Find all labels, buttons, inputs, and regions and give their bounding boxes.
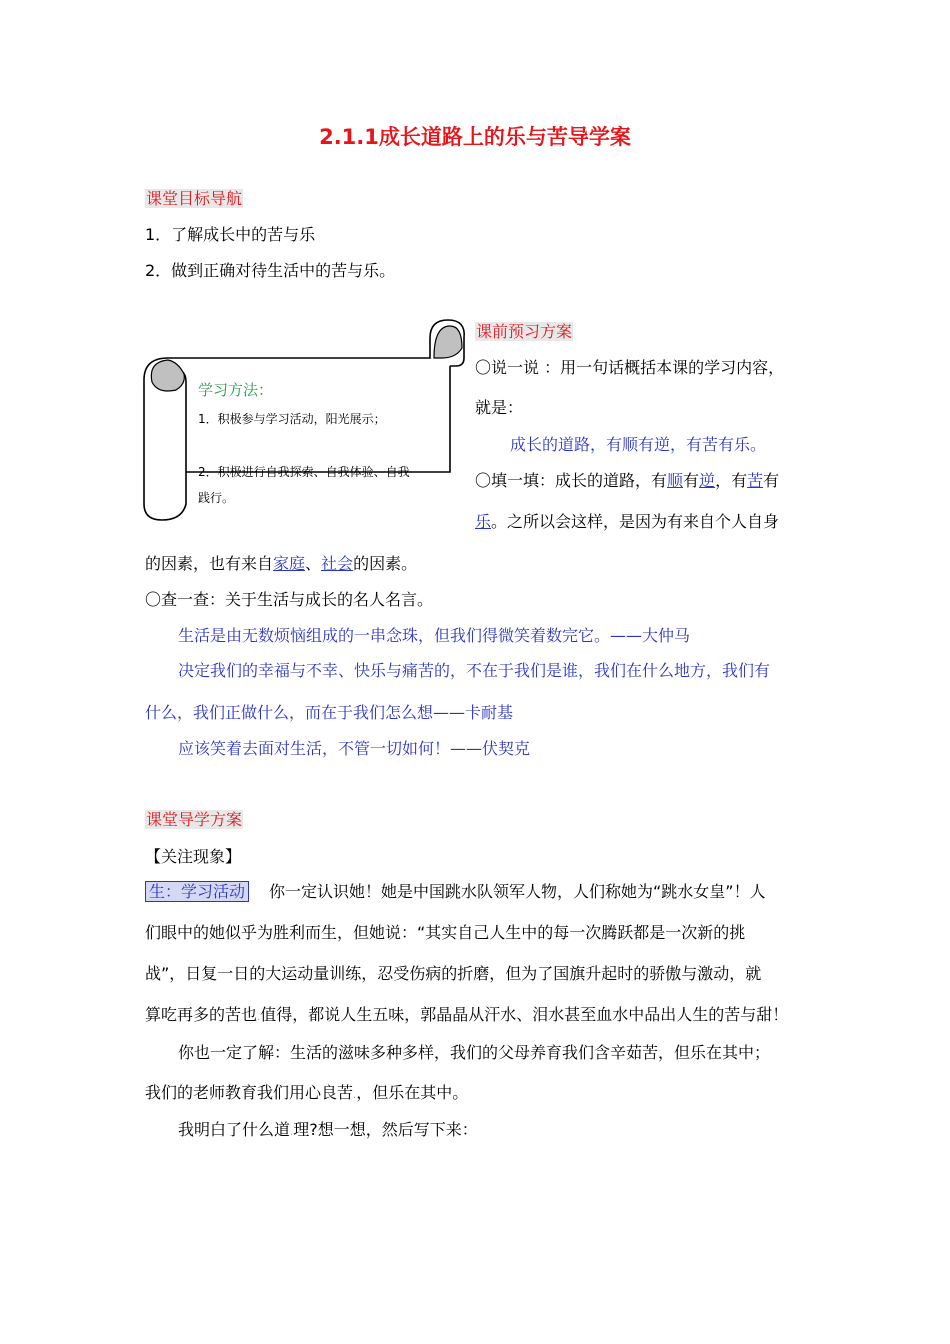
say-line-1: 〇说一说 ：用一句话概括本课的学习内容，: [475, 358, 785, 377]
p1-line-4: [145, 1005, 788, 1024]
p3-b: 理?想一想，然后写下来：: [293, 1120, 478, 1139]
scroll-label: 学习方法：: [198, 381, 274, 399]
activity-label: 生：学习活动: [145, 881, 249, 902]
focus-subheading: 【关注现象】: [145, 847, 242, 866]
quote-3: 应该笑着去面对生活，不管一切如何！——伏契克: [178, 739, 531, 758]
fill-text-b: 有: [683, 471, 700, 490]
scroll-line-1: 1．积极参与学习活动，阳光展示；: [198, 412, 386, 426]
activity-line-1: [145, 882, 766, 901]
mark-dot: .: [353, 1090, 357, 1101]
quote-2-line-2: 什么，我们正做什么，而在于我们怎么想——卡耐基: [145, 703, 514, 722]
p1-line-2: 们眼中的她似乎为胜利而生，但她说：“其实自己人生中的每一次腾跃都是一次新的挑: [145, 923, 746, 942]
blank-shehui: 社会: [321, 554, 354, 573]
say-answer: 成长的道路，有顺有逆，有苦有乐。: [510, 435, 767, 454]
fill-line-2: [475, 512, 779, 531]
check-line: 〇查一查：关于生活与成长的名人名言。: [145, 590, 434, 609]
p1-line-1: 你一定认识她！她是中国跳水队领军人物，人们称她为“跳水女皇”！人: [269, 882, 766, 901]
section-heading-goals: 课堂目标导航: [146, 189, 243, 208]
mark-dot: .: [290, 1127, 294, 1138]
blank-jiating: 家庭: [273, 554, 306, 573]
blank-ni: 逆: [699, 471, 716, 490]
p2-line-2: [145, 1083, 468, 1102]
fill-text-a: 〇填一填：成长的道路，有: [475, 471, 668, 490]
p2-line-2a: 我们的老师教育我们用心良苦: [145, 1083, 354, 1102]
fill-text-d: 有: [763, 471, 780, 490]
fill-line-3: [145, 554, 417, 573]
scroll-line-2: 2．积极进行自我探索、自我体验、自我践行。: [198, 465, 410, 505]
mark-dot: .: [257, 1012, 261, 1023]
p1-line-3: 战”，日复一日的大运动量训练，忍受伤病的折磨，但为了国旗升起时的骄傲与激动，就: [145, 964, 762, 983]
fill-text-c: ，有: [715, 471, 748, 490]
section-heading-guide: 课堂导学方案: [146, 810, 243, 829]
quote-1: 生活是由无数烦恼组成的一串念珠，但我们得微笑着数完它。——大仲马: [178, 626, 691, 645]
fill-line-1: [475, 471, 779, 490]
blank-ku: 苦: [747, 471, 764, 490]
fill-text-g: 、: [305, 554, 322, 573]
blank-shun: 顺: [667, 471, 684, 490]
quote-2-line-1: 决定我们的幸福与不幸、快乐与痛苦的，不在于我们是谁，我们在什么地方，我们有: [178, 661, 771, 680]
fill-text-f: 的因素，也有来自: [145, 554, 274, 573]
section-heading-preview: 课前预习方案: [476, 322, 573, 341]
p3-a: 我明白了什么道: [178, 1120, 291, 1139]
p1-line-4a: 算吃再多的苦也: [145, 1005, 258, 1024]
p2-line-2b: ，但乐在其中。: [356, 1083, 469, 1102]
goal-item-1: 1．了解成长中的苦与乐: [145, 225, 316, 244]
goal-item-2: 2．做到正确对待生活中的苦与乐。: [145, 261, 396, 280]
p2-line-1: 你也一定了解：生活的滋味多种多样，我们的父母养育我们含辛茹苦，但乐在其中；: [178, 1043, 771, 1062]
blank-le: 乐: [475, 512, 492, 531]
fill-text-h: 的因素。: [353, 554, 418, 573]
page-title: 2.1.1成长道路上的乐与苦导学案: [319, 125, 631, 149]
p1-line-4b: 值得，都说人生五味，郭晶晶从汗水、泪水甚至血水中品出人生的苦与甜！: [260, 1005, 789, 1024]
fill-text-e: 。之所以会这样，是因为有来自个人自身: [491, 512, 780, 531]
p3-line: [178, 1120, 478, 1139]
say-line-2: 就是：: [475, 398, 524, 417]
